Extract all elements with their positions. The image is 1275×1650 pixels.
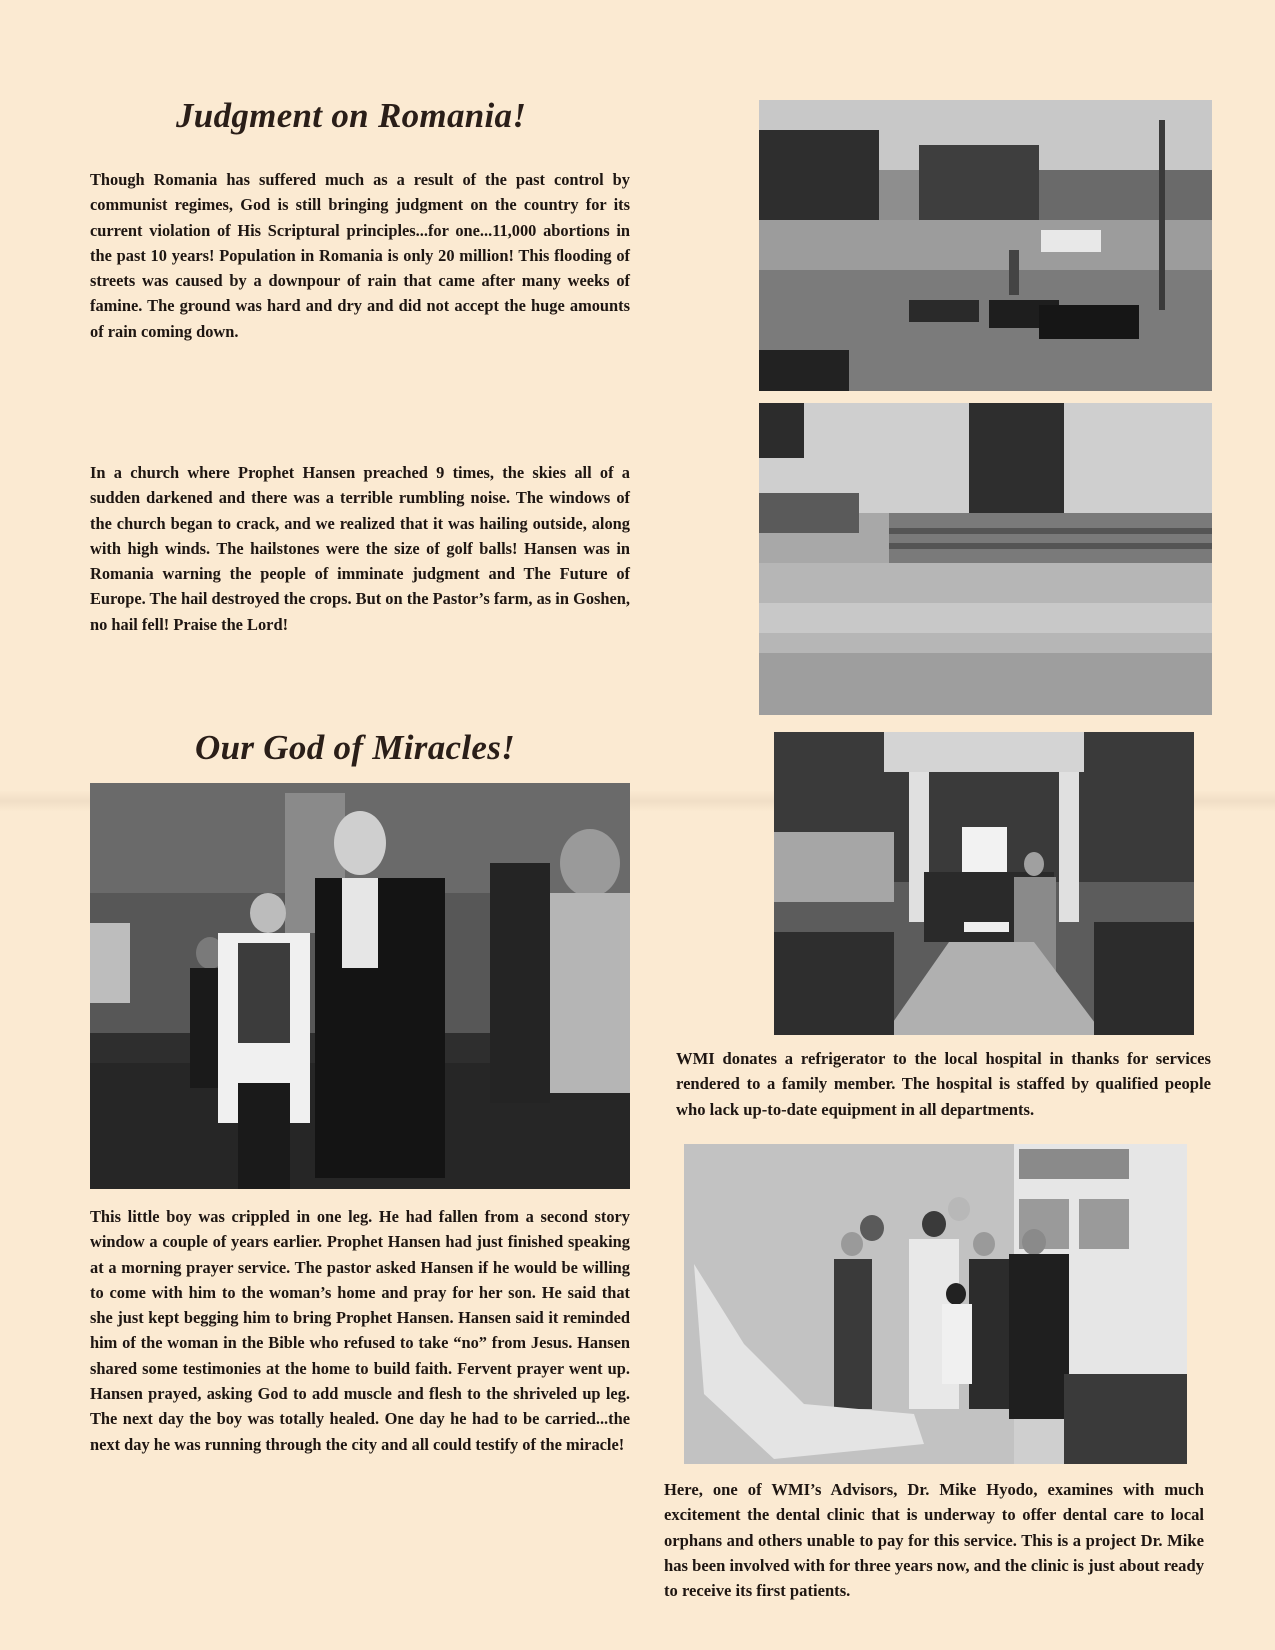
article-title-miracles: Our God of Miracles! [195,728,516,767]
caption-hospital: WMI donates a refrigerator to the local hospital in thanks for services rendered to a family member. The hospital is staffed by qualified people who lack up-to-date equipment in all departments. [676,1049,1211,1119]
article-paragraph-flooding: Though Romania has suffered much as a result of the past control by communist regimes, God is still bringing judgment on the country for its current violation of His Scriptural principles...for one...11,000 abortions in the past 10 years! Population in Romania is only 20 million! This flooding of streets was caused by a downpour of rain that came after many weeks of famine. The ground was hard and dry and did not accept the huge amounts of rain coming down. [90,170,630,341]
article-paragraph-hail: In a church where Prophet Hansen preached 9 times, the skies all of a sudden darkened and there was a terrible rumbling noise. The windows of the church began to crack, and we realized that it was hailing outside, along with high winds. The hailstones were the size of golf balls! Hansen was in Romania warning the people of imminate judgment and The Future of Europe. The hail destroyed the crops. But on the Pastor’s farm, as in Goshen, no hail fell! Praise the Lord! [90,463,630,634]
photo-flooded-street [759,100,1212,391]
photo-dental-clinic [684,1144,1187,1464]
photo-healed-boy-with-hansen [90,783,630,1189]
caption-dental-clinic: Here, one of WMI’s Advisors, Dr. Mike Hyodo, examines with much excitement the dental clinic that is underway to offer dental care to local orphans and others unable to pay for this service. This is a project Dr. Mike has been involved with for three years now, and the clinic is just about ready to receive its first patients. [664,1480,1204,1601]
article-paragraph-healed-boy: This little boy was crippled in one leg. He had fallen from a second story window a couple of years earlier. Prophet Hansen had just finished speaking at a morning prayer service. The pastor asked Hansen if he would be willing to come with him to the woman’s home and pray for her son. He said that she just kept begging him to bring Prophet Hansen. Hansen said it reminded him of the woman in the Bible who refused to take “no” from Jesus. Hansen shared some testimonies at the home to build faith. Fervent prayer went up. Hansen prayed, asking God to add muscle and flesh to the shriveled up leg. The next day the boy was totally healed. One day he had to be carried...the next day he was running through the city and all could testify of the miracle! [90,1207,630,1454]
article-title-judgment: Judgment on Romania! [176,96,527,135]
photo-flooded-church-steps [759,403,1212,715]
photo-hospital-refrigerator [774,732,1194,1035]
